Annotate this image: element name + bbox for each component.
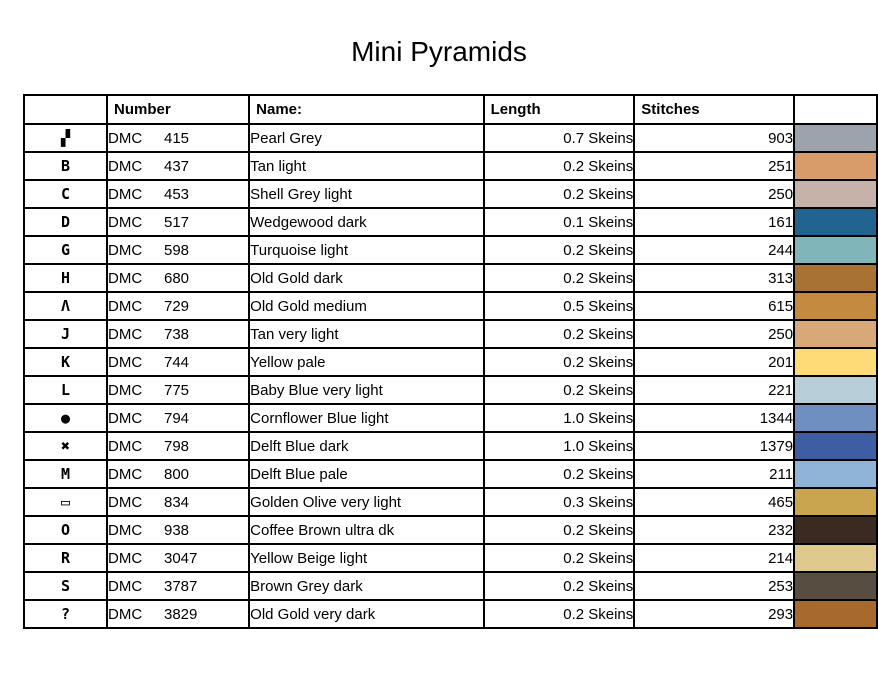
thread-name: Pearl Grey <box>249 124 483 152</box>
table-row <box>24 404 877 432</box>
length-value: 0.5 Skeins <box>484 292 635 320</box>
color-swatch-cell <box>794 320 877 348</box>
table-row <box>24 516 877 544</box>
color-swatch-cell <box>794 292 877 320</box>
symbol-cell <box>24 600 107 628</box>
thread-name: Shell Grey light <box>249 180 483 208</box>
symbol-cell <box>24 292 107 320</box>
header-name: Name: <box>249 95 483 124</box>
color-swatch <box>795 517 876 543</box>
stitch-symbol: B <box>60 156 71 175</box>
stitches-value: 903 <box>634 124 794 152</box>
stitch-symbol: ✖ <box>60 436 71 455</box>
thread-code: 775 <box>164 381 190 399</box>
thread-name: Golden Olive very light <box>249 488 483 516</box>
stitch-symbol: L <box>60 380 71 399</box>
symbol-cell <box>24 516 107 544</box>
stitches-value: 244 <box>634 236 794 264</box>
stitch-symbol: G <box>60 240 71 259</box>
stitch-symbol: S <box>60 576 71 595</box>
color-swatch-cell <box>794 516 877 544</box>
thread-code: 598 <box>164 241 190 259</box>
stitch-symbol: D <box>60 212 71 231</box>
symbol-cell <box>24 348 107 376</box>
color-swatch-cell <box>794 124 877 152</box>
stitch-symbol: O <box>60 520 71 539</box>
stitch-symbol: C <box>60 184 71 203</box>
thread-name: Yellow Beige light <box>249 544 483 572</box>
stitch-symbol: ● <box>60 408 71 427</box>
stitches-value: 313 <box>634 264 794 292</box>
color-swatch-cell <box>794 460 877 488</box>
table-row <box>24 152 877 180</box>
length-value: 0.2 Skeins <box>484 320 635 348</box>
length-value: 0.2 Skeins <box>484 376 635 404</box>
thread-name: Delft Blue dark <box>249 432 483 460</box>
color-swatch-cell <box>794 348 877 376</box>
table-row <box>24 376 877 404</box>
table-row <box>24 264 877 292</box>
symbol-cell <box>24 208 107 236</box>
stitches-value: 250 <box>634 320 794 348</box>
thread-name: Old Gold dark <box>249 264 483 292</box>
color-swatch-cell <box>794 432 877 460</box>
stitches-value: 214 <box>634 544 794 572</box>
document-title: Mini Pyramids <box>351 36 527 67</box>
brand-label: DMC <box>108 549 143 567</box>
thread-code: 680 <box>164 269 190 287</box>
stitches-value: 250 <box>634 180 794 208</box>
thread-key-table <box>23 94 878 629</box>
color-swatch-cell <box>794 180 877 208</box>
color-swatch <box>795 545 876 571</box>
symbol-cell <box>24 488 107 516</box>
color-swatch <box>795 377 876 403</box>
length-value: 0.2 Skeins <box>484 348 635 376</box>
number-cell <box>107 488 249 516</box>
length-value: 0.2 Skeins <box>484 152 635 180</box>
color-swatch-cell <box>794 152 877 180</box>
length-value: 0.1 Skeins <box>484 208 635 236</box>
table-row <box>24 572 877 600</box>
thread-code: 437 <box>164 157 190 175</box>
thread-code: 794 <box>164 409 190 427</box>
color-swatch <box>795 153 876 179</box>
symbol-cell <box>24 544 107 572</box>
brand-label: DMC <box>108 605 143 623</box>
color-swatch <box>795 237 876 263</box>
thread-name: Old Gold very dark <box>249 600 483 628</box>
table-row <box>24 180 877 208</box>
number-cell <box>107 236 249 264</box>
number-cell <box>107 432 249 460</box>
stitches-value: 1344 <box>634 404 794 432</box>
brand-label: DMC <box>108 297 143 315</box>
length-value: 0.2 Skeins <box>484 572 635 600</box>
table-header-row <box>24 95 877 124</box>
header-symbol <box>24 95 107 124</box>
color-swatch-cell <box>794 236 877 264</box>
color-swatch <box>795 489 876 515</box>
table-row <box>24 600 877 628</box>
symbol-cell <box>24 432 107 460</box>
length-value: 0.2 Skeins <box>484 180 635 208</box>
color-swatch <box>795 601 876 627</box>
thread-name: Coffee Brown ultra dk <box>249 516 483 544</box>
symbol-cell <box>24 264 107 292</box>
stitches-value: 465 <box>634 488 794 516</box>
thread-name: Wedgewood dark <box>249 208 483 236</box>
stitch-symbol: J <box>60 324 71 343</box>
table-row <box>24 292 877 320</box>
thread-code: 834 <box>164 493 190 511</box>
thread-code: 738 <box>164 325 190 343</box>
number-cell <box>107 320 249 348</box>
number-cell <box>107 264 249 292</box>
color-swatch <box>795 209 876 235</box>
thread-code: 744 <box>164 353 190 371</box>
thread-name: Tan very light <box>249 320 483 348</box>
header-stitches: Stitches <box>634 95 794 124</box>
stitch-symbol: R <box>60 548 71 567</box>
symbol-cell <box>24 460 107 488</box>
thread-code: 3047 <box>164 549 198 567</box>
stitches-value: 211 <box>634 460 794 488</box>
thread-name: Brown Grey dark <box>249 572 483 600</box>
length-value: 0.2 Skeins <box>484 264 635 292</box>
number-cell <box>107 180 249 208</box>
stitch-symbol: ? <box>60 604 71 623</box>
color-swatch <box>795 125 876 151</box>
color-swatch <box>795 349 876 375</box>
stitch-symbol: Λ <box>60 296 71 315</box>
thread-name: Yellow pale <box>249 348 483 376</box>
color-swatch <box>795 293 876 319</box>
color-swatch <box>795 321 876 347</box>
thread-name: Old Gold medium <box>249 292 483 320</box>
color-swatch-cell <box>794 600 877 628</box>
color-swatch <box>795 573 876 599</box>
thread-code: 453 <box>164 185 190 203</box>
brand-label: DMC <box>108 521 143 539</box>
stitch-symbol: K <box>60 352 71 371</box>
number-cell <box>107 292 249 320</box>
color-swatch-cell <box>794 264 877 292</box>
brand-label: DMC <box>108 577 143 595</box>
number-cell <box>107 124 249 152</box>
brand-label: DMC <box>108 213 143 231</box>
thread-code: 798 <box>164 437 190 455</box>
symbol-cell <box>24 236 107 264</box>
stitch-symbol: H <box>60 268 71 287</box>
symbol-cell <box>24 152 107 180</box>
stitches-value: 232 <box>634 516 794 544</box>
thread-name: Turquoise light <box>249 236 483 264</box>
color-swatch-cell <box>794 544 877 572</box>
number-cell <box>107 572 249 600</box>
symbol-cell <box>24 180 107 208</box>
header-number: Number <box>107 95 249 124</box>
number-cell <box>107 376 249 404</box>
length-value: 0.2 Skeins <box>484 600 635 628</box>
stitches-value: 1379 <box>634 432 794 460</box>
brand-label: DMC <box>108 353 143 371</box>
symbol-cell <box>24 376 107 404</box>
length-value: 0.7 Skeins <box>484 124 635 152</box>
thread-name: Cornflower Blue light <box>249 404 483 432</box>
length-value: 1.0 Skeins <box>484 432 635 460</box>
brand-label: DMC <box>108 157 143 175</box>
table-row <box>24 544 877 572</box>
brand-label: DMC <box>108 409 143 427</box>
number-cell <box>107 600 249 628</box>
header-length: Length <box>484 95 635 124</box>
table-row <box>24 236 877 264</box>
number-cell <box>107 404 249 432</box>
thread-name: Delft Blue pale <box>249 460 483 488</box>
stitches-value: 251 <box>634 152 794 180</box>
symbol-cell <box>24 320 107 348</box>
color-swatch <box>795 433 876 459</box>
brand-label: DMC <box>108 241 143 259</box>
color-swatch-cell <box>794 488 877 516</box>
thread-code: 3829 <box>164 605 198 623</box>
brand-label: DMC <box>108 381 143 399</box>
table-row <box>24 124 877 152</box>
color-swatch-cell <box>794 208 877 236</box>
number-cell <box>107 152 249 180</box>
number-cell <box>107 460 249 488</box>
length-value: 1.0 Skeins <box>484 404 635 432</box>
stitch-symbol: ▞ <box>60 128 71 147</box>
stitches-value: 221 <box>634 376 794 404</box>
table-row <box>24 432 877 460</box>
length-value: 0.2 Skeins <box>484 516 635 544</box>
number-cell <box>107 348 249 376</box>
symbol-cell <box>24 124 107 152</box>
brand-label: DMC <box>108 269 143 287</box>
length-value: 0.2 Skeins <box>484 236 635 264</box>
brand-label: DMC <box>108 493 143 511</box>
brand-label: DMC <box>108 437 143 455</box>
stitch-symbol: M <box>60 464 71 483</box>
stitches-value: 201 <box>634 348 794 376</box>
thread-code: 3787 <box>164 577 198 595</box>
thread-name: Tan light <box>249 152 483 180</box>
table-row <box>24 460 877 488</box>
table-row <box>24 488 877 516</box>
number-cell <box>107 544 249 572</box>
table-row <box>24 348 877 376</box>
brand-label: DMC <box>108 185 143 203</box>
brand-label: DMC <box>108 129 143 147</box>
table-row <box>24 208 877 236</box>
thread-code: 729 <box>164 297 190 315</box>
header-color <box>794 95 877 124</box>
number-cell <box>107 516 249 544</box>
thread-code: 800 <box>164 465 190 483</box>
length-value: 0.2 Skeins <box>484 460 635 488</box>
color-swatch-cell <box>794 572 877 600</box>
thread-code: 415 <box>164 129 190 147</box>
thread-code: 517 <box>164 213 190 231</box>
number-cell <box>107 208 249 236</box>
color-swatch <box>795 265 876 291</box>
stitch-symbol: ▭ <box>60 492 71 511</box>
table-row <box>24 320 877 348</box>
brand-label: DMC <box>108 325 143 343</box>
color-swatch <box>795 181 876 207</box>
color-swatch <box>795 405 876 431</box>
symbol-cell <box>24 404 107 432</box>
stitches-value: 615 <box>634 292 794 320</box>
stitches-value: 253 <box>634 572 794 600</box>
thread-name: Baby Blue very light <box>249 376 483 404</box>
brand-label: DMC <box>108 465 143 483</box>
symbol-cell <box>24 572 107 600</box>
color-swatch-cell <box>794 376 877 404</box>
thread-code: 938 <box>164 521 190 539</box>
stitches-value: 161 <box>634 208 794 236</box>
stitches-value: 293 <box>634 600 794 628</box>
color-swatch-cell <box>794 404 877 432</box>
length-value: 0.3 Skeins <box>484 488 635 516</box>
length-value: 0.2 Skeins <box>484 544 635 572</box>
color-swatch <box>795 461 876 487</box>
